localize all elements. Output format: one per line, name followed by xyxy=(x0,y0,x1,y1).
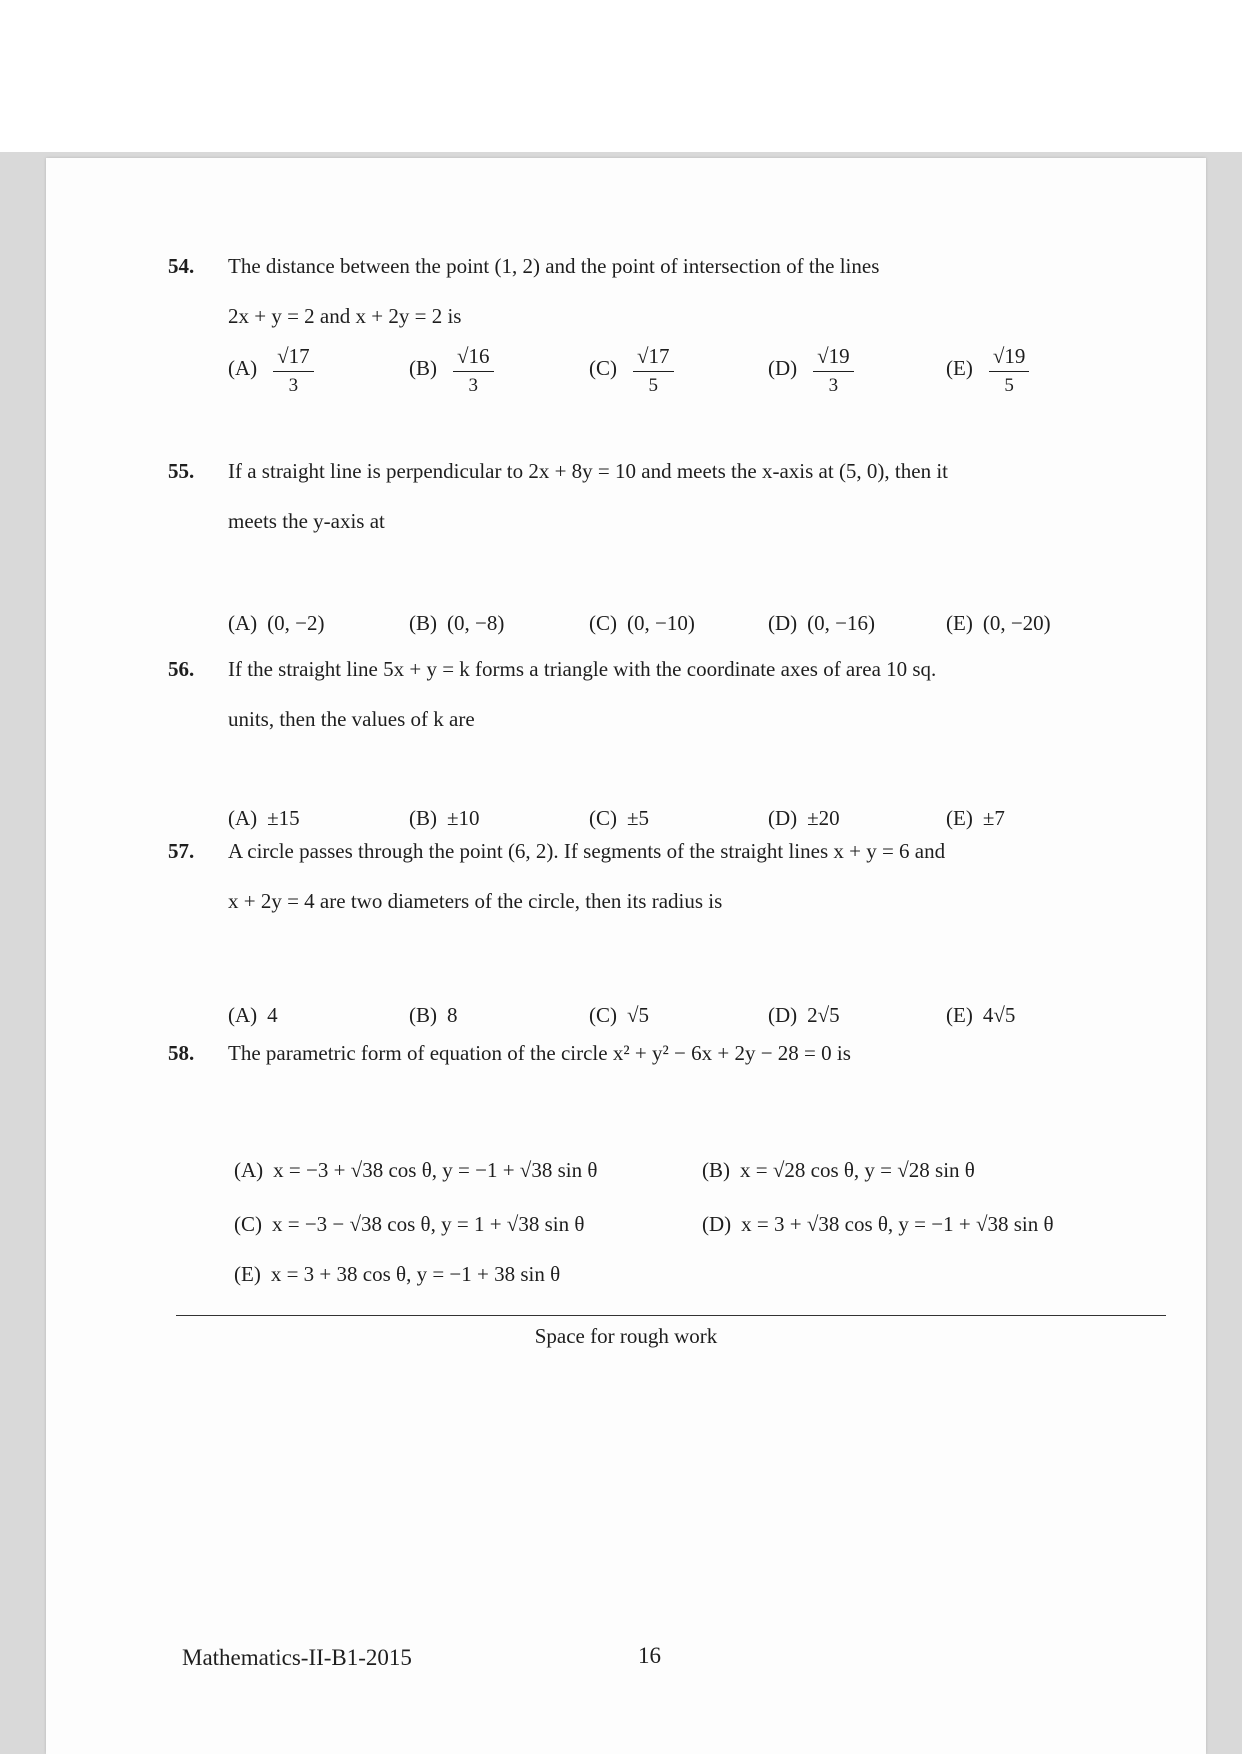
option-fraction xyxy=(633,343,674,398)
question-text xyxy=(228,644,1158,744)
question-text xyxy=(228,241,1158,341)
option-text: (0, −16) xyxy=(807,611,875,635)
fraction-numerator: √17 xyxy=(273,343,314,372)
option-label: (C) xyxy=(589,1003,617,1027)
fraction-denominator: 3 xyxy=(828,375,839,396)
option-text: (0, −2) xyxy=(267,611,325,635)
option-c xyxy=(234,1212,584,1237)
option-label: (E) xyxy=(946,806,973,830)
option-d xyxy=(702,1212,1054,1237)
option-d xyxy=(768,1003,840,1028)
question-line: If a straight line is perpendicular to 2x + 8y = 10 and meets the x-axis at (5, 0), then it xyxy=(228,459,948,483)
option-text: ±7 xyxy=(982,806,1005,830)
question-number: 57. xyxy=(168,839,195,863)
rough-work-label: Space for rough work xyxy=(534,1324,718,1348)
option-a xyxy=(228,611,325,636)
option-a xyxy=(228,343,314,398)
question-text xyxy=(228,826,1158,926)
option-text: x = −3 + √38 cos θ, y = −1 + √38 sin θ xyxy=(273,1158,598,1182)
question-line: units, then the values of k are xyxy=(228,707,475,731)
option-fraction xyxy=(813,343,854,398)
option-c xyxy=(589,343,674,398)
option-label: (D) xyxy=(768,611,798,635)
option-fraction xyxy=(453,343,494,398)
option-e xyxy=(946,611,1051,636)
option-label: (C) xyxy=(589,356,617,381)
option-label: (B) xyxy=(409,806,437,830)
question-line: 2x + y = 2 and x + 2y = 2 is xyxy=(228,304,462,328)
option-e xyxy=(946,1003,1015,1028)
option-label: (B) xyxy=(409,356,437,381)
option-text: x = 3 + 38 cos θ, y = −1 + 38 sin θ xyxy=(270,1262,561,1286)
option-text: √5 xyxy=(627,1003,650,1027)
option-label: (B) xyxy=(409,1003,437,1027)
option-label: (D) xyxy=(768,806,798,830)
option-label: (A) xyxy=(228,806,258,830)
option-e xyxy=(946,343,1029,398)
question-line: A circle passes through the point (6, 2). If segments of the straight lines x + y = 6 and xyxy=(228,839,946,863)
option-text: 4√5 xyxy=(982,1003,1016,1027)
question-line: The parametric form of equation of the circle x² + y² − 6x + 2y − 28 = 0 is xyxy=(228,1041,851,1065)
option-text: ±10 xyxy=(447,806,480,830)
option-label: (A) xyxy=(228,611,258,635)
question-line: The distance between the point (1, 2) and the point of intersection of the lines xyxy=(228,254,880,278)
option-label: (D) xyxy=(768,1003,798,1027)
fraction-numerator: √17 xyxy=(633,343,674,372)
option-b xyxy=(409,611,504,636)
option-text: ±5 xyxy=(627,806,650,830)
fraction-numerator: √19 xyxy=(989,343,1030,372)
option-b xyxy=(702,1158,975,1183)
option-text: x = 3 + √38 cos θ, y = −1 + √38 sin θ xyxy=(741,1212,1054,1236)
option-d xyxy=(768,343,854,398)
option-label: (C) xyxy=(234,1212,262,1236)
option-label: (C) xyxy=(589,611,617,635)
option-a xyxy=(234,1158,597,1183)
option-b xyxy=(409,343,494,398)
fraction-denominator: 5 xyxy=(1004,375,1014,396)
option-label: (E) xyxy=(946,611,973,635)
option-text: 2√5 xyxy=(807,1003,840,1027)
option-text: (0, −8) xyxy=(447,611,505,635)
option-a xyxy=(228,1003,278,1028)
option-fraction xyxy=(273,343,314,398)
option-label: (E) xyxy=(946,1003,973,1027)
option-text: x = −3 − √38 cos θ, y = 1 + √38 sin θ xyxy=(272,1212,585,1236)
option-label: (A) xyxy=(234,1158,264,1182)
rough-work-divider xyxy=(176,1315,1166,1316)
option-text: ±20 xyxy=(807,806,840,830)
question-number: 54. xyxy=(168,254,195,278)
option-label: (E) xyxy=(946,356,973,381)
fraction-numerator: √16 xyxy=(453,343,494,372)
question-text xyxy=(228,1028,1158,1078)
option-label: (B) xyxy=(702,1158,730,1182)
option-label: (A) xyxy=(228,356,258,381)
option-c xyxy=(589,1003,649,1028)
option-label: (E) xyxy=(234,1262,261,1286)
exam-page xyxy=(46,158,1206,1754)
option-d xyxy=(768,611,875,636)
option-label: (D) xyxy=(768,356,798,381)
question-number: 55. xyxy=(168,459,195,483)
question-line: If the straight line 5x + y = k forms a triangle with the coordinate axes of area 10 sq. xyxy=(228,657,937,681)
question-text xyxy=(228,446,1158,546)
option-label: (A) xyxy=(228,1003,258,1027)
option-e xyxy=(234,1262,560,1287)
option-text: (0, −20) xyxy=(982,611,1051,635)
option-text: x = √28 cos θ, y = √28 sin θ xyxy=(740,1158,975,1182)
option-text: (0, −10) xyxy=(627,611,695,635)
footer-title: Mathematics-II-B1-2015 xyxy=(182,1645,412,1670)
option-label: (B) xyxy=(409,611,437,635)
fraction-denominator: 5 xyxy=(648,375,659,396)
question-line: x + 2y = 4 are two diameters of the circle, then its radius is xyxy=(228,889,723,913)
fraction-denominator: 3 xyxy=(468,375,479,396)
option-text: ±15 xyxy=(267,806,300,830)
option-text: 4 xyxy=(267,1003,278,1027)
question-line: meets the y-axis at xyxy=(228,509,385,533)
option-label: (D) xyxy=(702,1212,732,1236)
option-c xyxy=(589,611,695,636)
page-number: 16 xyxy=(638,1643,661,1668)
fraction-denominator: 3 xyxy=(288,375,299,396)
option-fraction xyxy=(989,343,1030,398)
question-number: 56. xyxy=(168,657,195,681)
option-text: 8 xyxy=(447,1003,458,1027)
question-number: 58. xyxy=(168,1041,195,1065)
option-label: (C) xyxy=(589,806,617,830)
option-b xyxy=(409,1003,458,1028)
fraction-numerator: √19 xyxy=(813,343,854,372)
